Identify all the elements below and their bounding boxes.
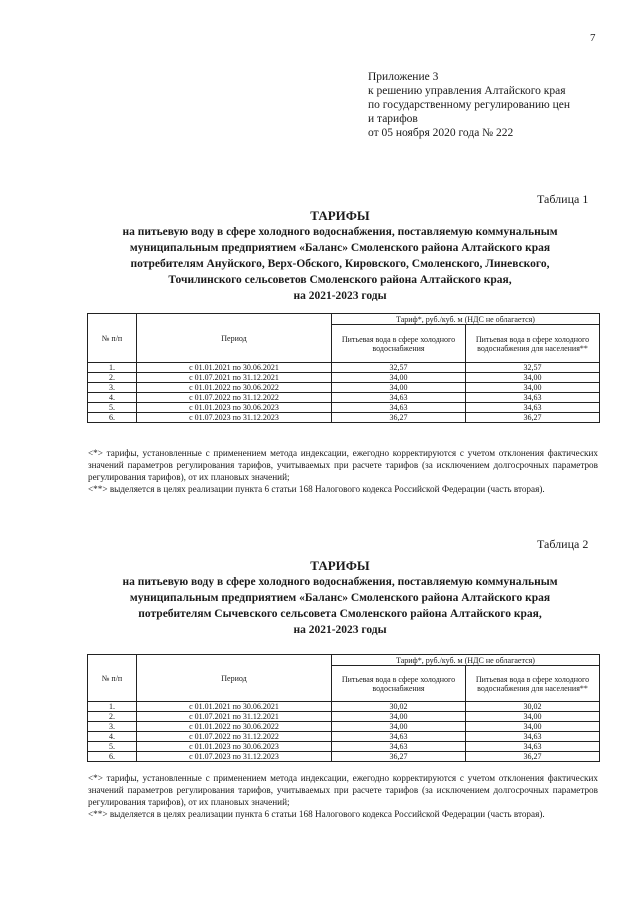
row-period: с 01.01.2023 по 30.06.2023 [137,742,332,752]
appendix-block [368,70,570,140]
row-water-pop: 34,00 [466,373,600,383]
row-water-pop: 32,57 [466,363,600,373]
row-period: с 01.07.2023 по 31.12.2023 [137,413,332,423]
row-num: 6. [88,413,137,423]
row-period: с 01.01.2022 по 30.06.2022 [137,383,332,393]
row-num: 2. [88,373,137,383]
row-num: 4. [88,732,137,742]
table-row [88,732,600,742]
row-period: с 01.07.2021 по 31.12.2021 [137,712,332,722]
row-water-pop: 34,00 [466,722,600,732]
table-row [88,752,600,762]
row-water: 34,63 [332,732,466,742]
header-num: № п/п [88,314,137,363]
row-water: 34,63 [332,742,466,752]
row-water: 36,27 [332,413,466,423]
row-water: 34,00 [332,722,466,732]
row-num: 1. [88,363,137,373]
table1-title-line: потребителям Ануйского, Верх-Обского, Кировского, Смоленского, Линевского, [130,258,550,270]
row-num: 3. [88,383,137,393]
table2-notes [88,772,598,820]
row-water-pop: 34,63 [466,403,600,413]
row-period: с 01.01.2021 по 30.06.2021 [137,363,332,373]
table-row [88,722,600,732]
appendix-line: по государственному регулированию цен [368,99,571,111]
table2-title-line: потребителям Сычевского сельсовета Смоленского района Алтайского края, [138,608,542,620]
row-water: 34,00 [332,383,466,393]
row-water: 36,27 [332,752,466,762]
row-water: 34,63 [332,393,466,403]
table-row [88,373,600,383]
table1-title-heading: ТАРИФЫ [310,208,370,223]
table2-title-line: на 2021-2023 годы [293,624,387,636]
row-water-pop: 36,27 [466,413,600,423]
table2 [87,654,600,762]
row-period: с 01.07.2022 по 31.12.2022 [137,732,332,742]
page-number: 7 [590,32,596,44]
table1-title [60,208,620,304]
table-row [88,403,600,413]
appendix-line: и тарифов [368,113,418,125]
appendix-line: Приложение 3 [368,71,439,83]
table1-title-line: на 2021-2023 годы [293,290,387,302]
header-num: № п/п [88,655,137,702]
table-row [88,383,600,393]
header-tariff-group: Тариф*, руб./куб. м (НДС не облагается) [332,314,600,325]
row-period: с 01.07.2022 по 31.12.2022 [137,393,332,403]
table2-title-line: муниципальным предприятием «Баланс» Смоленского района Алтайского края [129,592,551,604]
table2-title-heading: ТАРИФЫ [310,558,370,573]
row-water-pop: 30,02 [466,702,600,712]
table-row [88,363,600,373]
appendix-line: от 05 ноября 2020 года № 222 [368,127,514,139]
row-water-pop: 34,63 [466,393,600,403]
row-num: 4. [88,393,137,403]
row-period: с 01.07.2023 по 31.12.2023 [137,752,332,762]
note-indexation: <*> тарифы, установленные с применением метода индексации, ежегодно корректируются с учетом отклонения фактических значений параметров регулирования тарифов, учитываемых при расчете тарифов (за исключением долгосрочных параметров регулирования тарифов), от их плановых значений; [88,773,598,807]
row-period: с 01.01.2021 по 30.06.2021 [137,702,332,712]
header-water: Питьевая вода в сфере холодного водоснабжения [332,666,466,702]
table1-notes [88,447,598,495]
table-row [88,702,600,712]
note-indexation: <*> тарифы, установленные с применением метода индексации, ежегодно корректируются с учетом отклонения фактических значений параметров регулирования тарифов, учитываемых при расчете тарифов (за исключением долгосрочных параметров регулирования тарифов), от их плановых значений; [88,448,598,482]
row-water-pop: 36,27 [466,752,600,762]
header-water-population: Питьевая вода в сфере холодного водоснабжения для населения** [466,666,600,702]
row-num: 5. [88,742,137,752]
appendix-line: к решению управления Алтайского края [368,85,566,97]
table1 [87,313,600,423]
row-water: 30,02 [332,702,466,712]
row-num: 3. [88,722,137,732]
note-tax-code: <**> выделяется в целях реализации пункта 6 статьи 168 Налогового кодекса Российской Федерации (часть вторая). [88,484,545,494]
table2-title-line: на питьевую воду в сфере холодного водоснабжения, поставляемую коммунальным [122,576,558,588]
row-period: с 01.01.2022 по 30.06.2022 [137,722,332,732]
note-tax-code: <**> выделяется в целях реализации пункта 6 статьи 168 Налогового кодекса Российской Федерации (часть вторая). [88,809,545,819]
row-period: с 01.07.2021 по 31.12.2021 [137,373,332,383]
header-tariff-group: Тариф*, руб./куб. м (НДС не облагается) [332,655,600,666]
row-water: 34,00 [332,712,466,722]
row-num: 2. [88,712,137,722]
header-period: Период [137,314,332,363]
row-water-pop: 34,00 [466,712,600,722]
row-num: 5. [88,403,137,413]
row-water-pop: 34,00 [466,383,600,393]
row-water: 34,63 [332,403,466,413]
row-water-pop: 34,63 [466,742,600,752]
table1-title-line: муниципальным предприятием «Баланс» Смоленского района Алтайского края [129,242,551,254]
table1-caption: Таблица 1 [537,192,589,206]
table-row [88,413,600,423]
table2-caption: Таблица 2 [537,537,589,551]
header-water: Питьевая вода в сфере холодного водоснабжения [332,325,466,363]
row-num: 1. [88,702,137,712]
header-water-population: Питьевая вода в сфере холодного водоснабжения для населения** [466,325,600,363]
table1-title-line: на питьевую воду в сфере холодного водоснабжения, поставляемую коммунальным [122,226,558,238]
row-water-pop: 34,63 [466,732,600,742]
row-num: 6. [88,752,137,762]
row-period: с 01.01.2023 по 30.06.2023 [137,403,332,413]
header-period: Период [137,655,332,702]
table1-title-line: Точилинского сельсоветов Смоленского района Алтайского края, [168,274,512,286]
table2-title [60,558,620,638]
table-row [88,742,600,752]
row-water: 34,00 [332,373,466,383]
row-water: 32,57 [332,363,466,373]
table-row [88,712,600,722]
table-row [88,393,600,403]
